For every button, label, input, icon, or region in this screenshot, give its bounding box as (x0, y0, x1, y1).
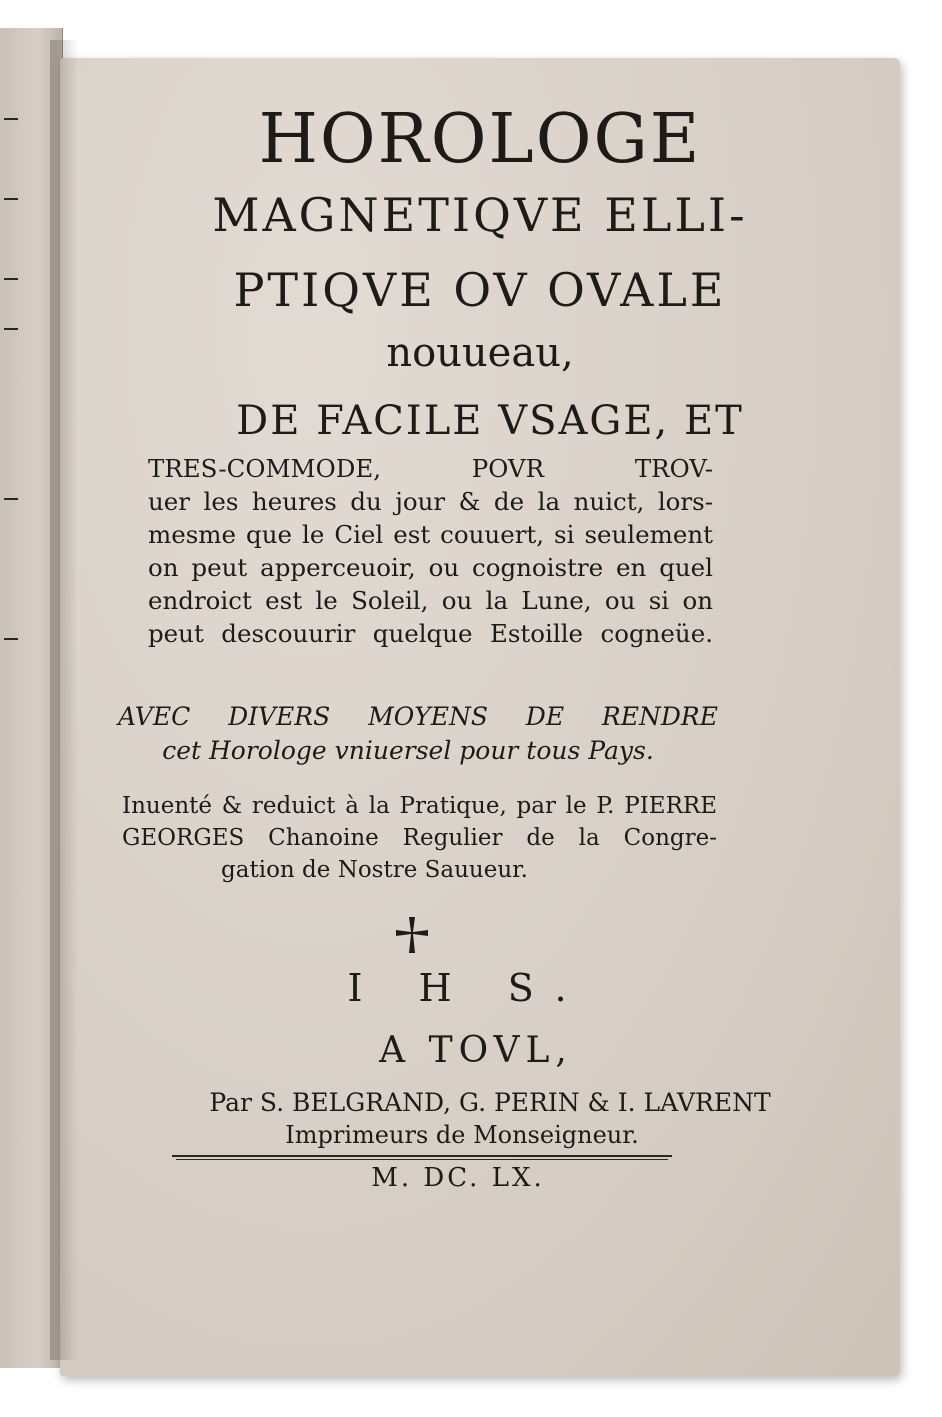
divider-rule (176, 1159, 668, 1160)
place-of-printing: A TOVL, (379, 1030, 573, 1071)
subtitle-line: AVEC DIVERS MOYENS DE RENDRE (118, 702, 718, 731)
margin-mark (4, 198, 18, 200)
title-line-3: PTIQVE OV OVALE (233, 263, 727, 317)
printers-role: Imprimeurs de Monseigneur. (285, 1121, 639, 1149)
description-line: peut descouurir quelque Estoille cogneüe. (148, 619, 713, 648)
margin-mark (4, 638, 18, 640)
printers-line: Par S. BELGRAND, G. PERIN & I. LAVRENT (209, 1088, 771, 1117)
description-line: uer les heures du jour & de la nuict, lors- (148, 487, 713, 516)
title-line-5: DE FACILE VSAGE, ET (236, 398, 744, 444)
author-line: GEORGES Chanoine Regulier de la Congre- (122, 825, 717, 851)
divider-rule (172, 1155, 672, 1157)
title-page (60, 58, 900, 1376)
monogram: I H S. (347, 966, 589, 1010)
margin-mark (4, 118, 18, 120)
description-line: TRES-COMMODE, POVR TROV- (148, 454, 713, 483)
spine-shadow (50, 40, 78, 1360)
author-paragraph (122, 790, 717, 886)
subtitle-line: cet Horologe vniuersel pour tous Pays. (162, 736, 654, 765)
description-paragraph (148, 452, 713, 650)
cross-pattee-icon (392, 915, 432, 955)
margin-mark (4, 498, 18, 500)
subtitle-paragraph (118, 700, 718, 768)
description-line: on peut apperceuoir, ou cognoistre en quel (148, 553, 713, 582)
author-line: gation de Nostre Sauueur. (221, 857, 528, 883)
description-line: mesme que le Ciel est couuert, si seulement (148, 520, 713, 549)
title-line-1: HOROLOGE (258, 100, 702, 179)
description-line: endroict est le Soleil, ou la Lune, ou si on (148, 586, 713, 615)
author-line: Inuenté & reduict à la Pratique, par le P. PIERRE (122, 793, 717, 819)
margin-mark (4, 328, 18, 330)
title-line-2: MAGNETIQVE ELLI- (212, 188, 748, 242)
publication-year: M. DC. LX. (371, 1163, 545, 1193)
title-line-4: nouueau, (386, 330, 574, 376)
margin-mark (4, 278, 18, 280)
